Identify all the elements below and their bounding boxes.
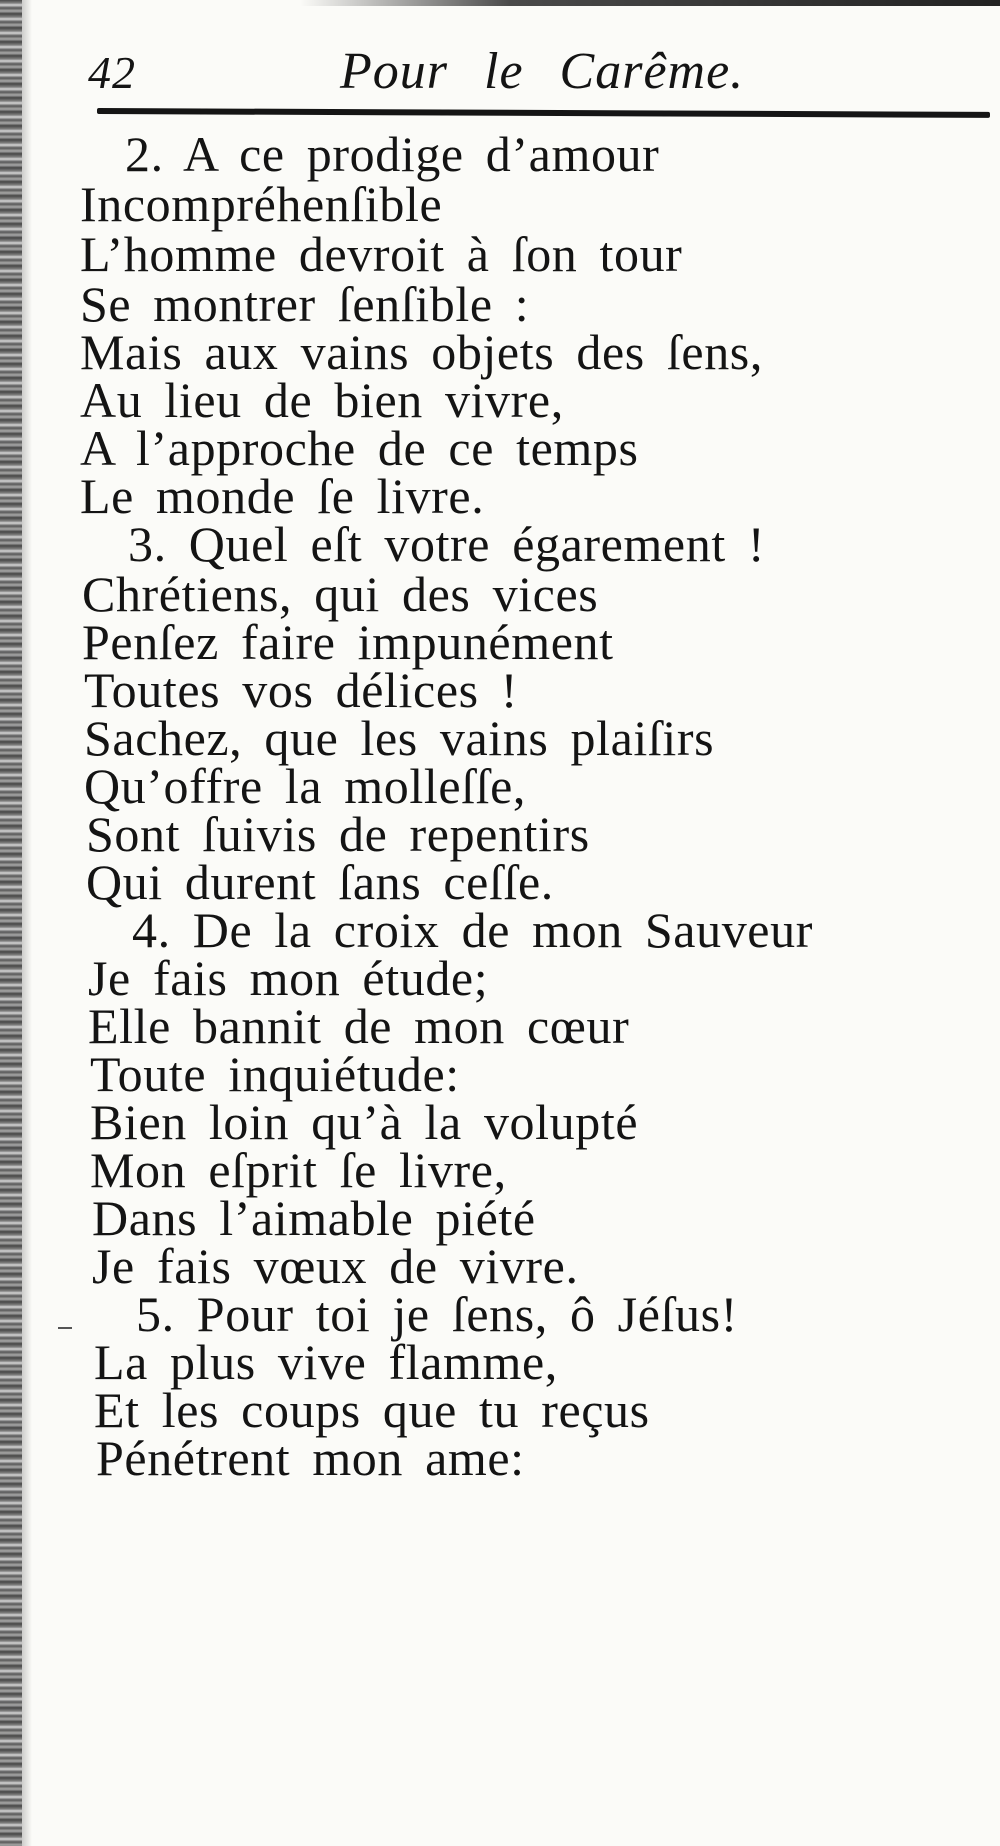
verse-line: Pénétrent mon ame: (96, 1430, 525, 1486)
verse-line: Le monde ſe livre. (80, 468, 485, 524)
verse-line: Toute inquiétude: (90, 1046, 460, 1102)
running-title: Pour le Carême. (340, 43, 745, 100)
verse-line: Sont ſuivis de repentirs (86, 806, 590, 862)
verse-line: Bien loin qu’à la volupté (90, 1094, 639, 1150)
verse-line: L’homme devroit à ſon tour (80, 226, 683, 282)
verse-line: La plus vive flamme, (94, 1334, 558, 1390)
verse-line: Sachez, que les vains plaiſirs (84, 710, 715, 766)
verse-line: 3. Quel eſt votre égarement ! (128, 516, 766, 572)
verse-line: Mais aux vains objets des ſens, (80, 324, 763, 380)
verse-line: Chrétiens, qui des vices (82, 566, 599, 622)
verse-line: Je fais vœux de vivre. (92, 1238, 579, 1294)
verse-line: Mon eſprit ſe livre, (90, 1142, 507, 1198)
verse-line: Penſez faire impunément (82, 614, 614, 670)
verse-line: 4. De la croix de mon Sauveur (132, 902, 813, 958)
page-number: 42 (88, 47, 136, 98)
binding-edge (0, 0, 22, 1846)
verse-line: Se montrer ſenſible : (80, 276, 530, 332)
top-page-edge (300, 0, 1000, 6)
verse-line: Dans l’aimable piété (92, 1190, 536, 1246)
verse-line: Qu’offre la molleſſe, (84, 758, 527, 814)
verse-line: Et les coups que tu reçus (94, 1382, 650, 1438)
verse-line: A l’approche de ce temps (80, 420, 639, 476)
verse-line: 2. A ce prodige d’amour (125, 126, 660, 182)
margin-mark (58, 1327, 72, 1329)
verse-line: Toutes vos délices ! (84, 662, 519, 718)
verse-line: 5. Pour toi je ſens, ô Jéſus! (136, 1286, 738, 1342)
verse-line: Je fais mon étude; (88, 950, 489, 1006)
verse-line: Au lieu de bien vivre, (80, 372, 564, 428)
verse-line: Qui durent ſans ceſſe. (86, 854, 554, 910)
verse-line: Elle bannit de mon cœur (88, 998, 630, 1054)
verse-line: Incompréhenſible (80, 176, 443, 232)
running-head (0, 40, 1000, 110)
binding-shadow (22, 0, 32, 1846)
